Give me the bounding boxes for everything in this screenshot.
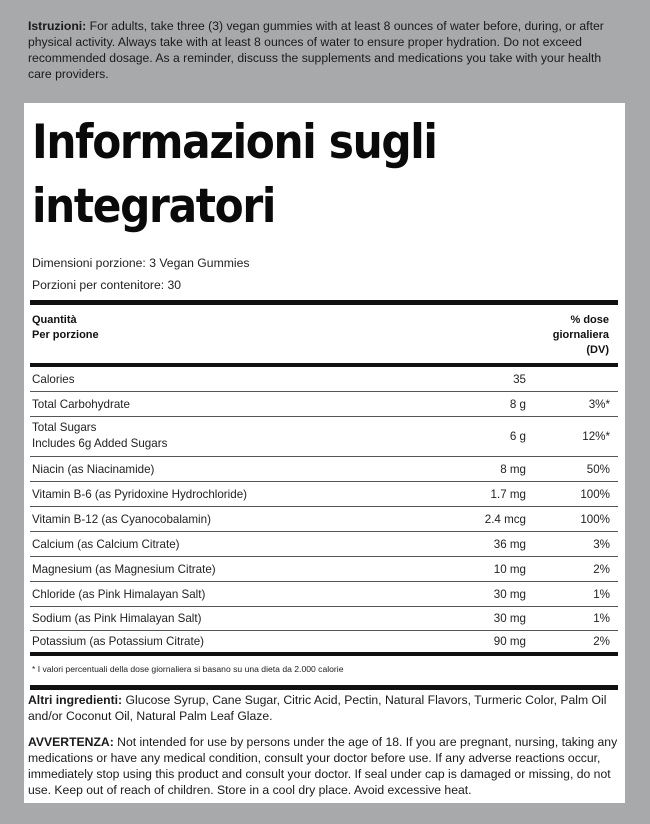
nutrient-dv: 50% [586, 463, 610, 476]
nutrient-amount: 36 mg [493, 538, 526, 551]
nutrient-name: Calories [32, 373, 75, 386]
warning [28, 734, 628, 798]
table-row [30, 482, 618, 507]
table-row [30, 457, 618, 482]
nutrient-dv: 100% [580, 513, 610, 526]
header-amount-line2: Per porzione [32, 329, 99, 341]
nutrient-name: Potassium (as Potassium Citrate) [32, 635, 205, 648]
divider-thick [30, 685, 618, 690]
nutrient-amount: 8 mg [500, 463, 526, 476]
nutrient-name: Total Carbohydrate [32, 398, 130, 411]
table-row [30, 557, 618, 582]
header-dv-line1: % dose [570, 314, 609, 326]
nutrient-dv: 1% [593, 588, 610, 601]
servings-per-container: Porzioni per contenitore: 30 [32, 278, 182, 292]
instructions-body: For adults, take three (3) vegan gummies with at least 8 ounces of water before, during, or after physical activity. Always take with at least 8 ounces of water to ensure proper hydration. Do not exceed recommended dosage. As a reminder, discuss the supplements and medications you take with your health care providers. [28, 19, 604, 81]
header-amount-line1: Quantità [32, 314, 77, 326]
nutrient-name: Sodium (as Pink Himalayan Salt) [32, 612, 202, 625]
nutrient-amount: 2.4 mcg [484, 513, 526, 526]
nutrient-amount: 30 mg [493, 612, 526, 625]
serving-size: Dimensioni porzione: 3 Vegan Gummies [32, 256, 250, 270]
table-row [30, 631, 618, 652]
table-row [30, 607, 618, 631]
table-row [30, 507, 618, 532]
table-row [30, 392, 618, 417]
warning-label: AVVERTENZA: [28, 735, 114, 749]
column-header-amount [32, 313, 99, 343]
instructions-label: Istruzioni: [28, 19, 87, 33]
table-row [30, 367, 618, 392]
nutrient-name: Magnesium (as Magnesium Citrate) [32, 563, 216, 576]
warning-body: Not intended for use by persons under the age of 18. If you are pregnant, nursing, taking any medications or have any medical condition, consult your doctor before use. If any adverse reactions occur, immediately stop using this product and consult your doctor. If seal under cap is damaged or missing, do not use. Keep out of reach of children. Store in a cool dry place. Avoid excessive heat. [28, 735, 618, 797]
nutrient-dv: 1% [593, 612, 610, 625]
table-row [30, 532, 618, 557]
nutrient-name: Chloride (as Pink Himalayan Salt) [32, 588, 206, 601]
other-ingredients [28, 692, 628, 724]
nutrient-dv: 3%* [588, 398, 610, 411]
nutrient-subname: Includes 6g Added Sugars [32, 437, 168, 450]
nutrient-name: Vitamin B-12 (as Cyanocobalamin) [32, 513, 211, 526]
table-row [30, 582, 618, 607]
nutrient-dv: 2% [593, 635, 610, 648]
other-ingredients-body: Glucose Syrup, Cane Sugar, Citric Acid, Pectin, Natural Flavors, Turmeric Color, Palm Oil and/or Coconut Oil, Natural Palm Leaf Glaze. [28, 693, 607, 723]
header-dv-line2: giornaliera [552, 329, 609, 341]
divider-thick [30, 652, 618, 656]
nutrient-name: Total Sugars [32, 421, 97, 434]
nutrient-amount: 30 mg [493, 588, 526, 601]
divider-thick [30, 300, 618, 305]
column-header-dv [553, 313, 609, 358]
table-row [30, 417, 618, 457]
instructions-text [28, 18, 628, 82]
nutrient-name: Vitamin B-6 (as Pyridoxine Hydrochloride) [32, 488, 247, 501]
nutrient-amount: 1.7 mg [490, 488, 526, 501]
footnote: * I valori percentuali della dose giornaliera si basano su una dieta da 2.000 calorie [32, 664, 344, 674]
panel-title: Informazioni sugli integratori [32, 115, 437, 234]
nutrient-amount: 10 mg [493, 563, 526, 576]
nutrient-dv: 100% [580, 488, 610, 501]
nutrient-name: Calcium (as Calcium Citrate) [32, 538, 180, 551]
nutrient-name: Niacin (as Niacinamide) [32, 463, 155, 476]
nutrient-dv: 3% [593, 538, 610, 551]
nutrient-amount: 35 [513, 373, 526, 386]
nutrient-amount: 6 g [509, 430, 526, 443]
other-ingredients-label: Altri ingredienti: [28, 693, 123, 707]
nutrient-dv: 12%* [582, 430, 610, 443]
header-dv-line3: (DV) [586, 344, 609, 356]
nutrient-amount: 8 g [509, 398, 526, 411]
nutrient-amount: 90 mg [493, 635, 526, 648]
nutrient-dv: 2% [593, 563, 610, 576]
